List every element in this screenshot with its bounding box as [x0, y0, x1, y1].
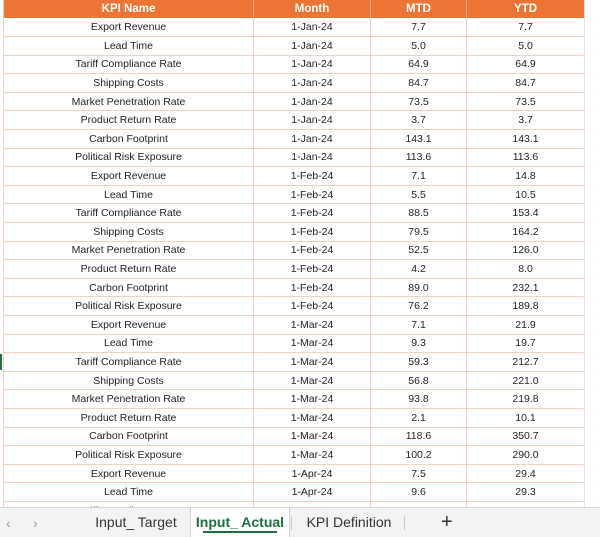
header-row	[4, 0, 585, 18]
tab-separator	[404, 516, 405, 530]
cell-ytd[interactable]: 189.8	[467, 297, 585, 316]
cell-kpi-name[interactable]: Lead Time	[4, 334, 254, 353]
cell-mtd[interactable]: 3.7	[371, 111, 467, 130]
cell-ytd[interactable]: 113.6	[467, 148, 585, 167]
cell-mtd[interactable]: 89.0	[371, 278, 467, 297]
table-row	[4, 204, 585, 223]
table-row	[4, 371, 585, 390]
prev-sheet-icon[interactable]: ‹	[6, 515, 11, 531]
cell-mtd[interactable]: 5.0	[371, 37, 467, 56]
cell-kpi-name[interactable]: Political Risk Exposure	[4, 148, 254, 167]
cell-month[interactable]: 1-Feb-24	[254, 167, 371, 186]
table-row	[4, 316, 585, 335]
cell-ytd[interactable]: 64.9	[467, 55, 585, 74]
cell-kpi-name[interactable]: Shipping Costs	[4, 223, 254, 242]
cell-month[interactable]: 1-Mar-24	[254, 408, 371, 427]
cell-mtd[interactable]: 5.5	[371, 185, 467, 204]
cell-month[interactable]: 1-Mar-24	[254, 427, 371, 446]
cell-ytd[interactable]: 126.0	[467, 241, 585, 260]
cell-ytd[interactable]: 8.0	[467, 260, 585, 279]
cell-kpi-name[interactable]: Export Revenue	[4, 18, 254, 37]
cell-month[interactable]: 1-Mar-24	[254, 446, 371, 465]
column-header-ytd[interactable]: YTD	[467, 0, 585, 18]
cell-month[interactable]: 1-Jan-24	[254, 92, 371, 111]
column-header-mtd[interactable]: MTD	[371, 0, 467, 18]
cell-mtd[interactable]: 4.2	[371, 260, 467, 279]
table-body	[4, 18, 585, 520]
tab-input-actual[interactable]	[190, 508, 290, 537]
cell-kpi-name[interactable]: Product Return Rate	[4, 111, 254, 130]
cell-month[interactable]: 1-Jan-24	[254, 37, 371, 56]
cell-month[interactable]: 1-Apr-24	[254, 483, 371, 502]
cell-mtd[interactable]: 84.7	[371, 74, 467, 93]
cell-ytd[interactable]: 10.5	[467, 185, 585, 204]
kpi-actual-table	[3, 0, 585, 521]
table-row	[4, 223, 585, 242]
cell-mtd[interactable]: 100.2	[371, 446, 467, 465]
row-selection-marker	[0, 354, 2, 370]
tab-label: Input_ Actual	[195, 514, 285, 530]
cell-mtd[interactable]: 64.9	[371, 55, 467, 74]
cell-ytd[interactable]: 29.3	[467, 483, 585, 502]
cell-ytd[interactable]: 219.8	[467, 390, 585, 409]
table-row	[4, 334, 585, 353]
cell-month[interactable]: 1-Mar-24	[254, 371, 371, 390]
cell-month[interactable]: 1-Jan-24	[254, 18, 371, 37]
table-row	[4, 408, 585, 427]
cell-kpi-name[interactable]: Export Revenue	[4, 316, 254, 335]
cell-ytd[interactable]: 164.2	[467, 223, 585, 242]
cell-mtd[interactable]: 79.5	[371, 223, 467, 242]
cell-kpi-name[interactable]: Market Penetration Rate	[4, 92, 254, 111]
table-row	[4, 241, 585, 260]
sheet-tab-bar	[0, 507, 600, 537]
cell-mtd[interactable]: 52.5	[371, 241, 467, 260]
cell-ytd[interactable]: 232.1	[467, 278, 585, 297]
cell-mtd[interactable]: 59.3	[371, 353, 467, 372]
cell-mtd[interactable]: 9.3	[371, 334, 467, 353]
cell-kpi-name[interactable]: Carbon Footprint	[4, 427, 254, 446]
table-row	[4, 390, 585, 409]
cell-month[interactable]: 1-Mar-24	[254, 390, 371, 409]
cell-ytd[interactable]: 84.7	[467, 74, 585, 93]
cell-month[interactable]: 1-Feb-24	[254, 278, 371, 297]
cell-ytd[interactable]: 221.0	[467, 371, 585, 390]
cell-ytd[interactable]: 350.7	[467, 427, 585, 446]
next-sheet-icon[interactable]: ›	[33, 515, 38, 531]
column-header-kpi-name[interactable]: KPI Name	[4, 0, 254, 18]
cell-mtd[interactable]: 7.1	[371, 167, 467, 186]
table-row	[4, 185, 585, 204]
cell-month[interactable]: 1-Jan-24	[254, 111, 371, 130]
table-row	[4, 446, 585, 465]
cell-kpi-name[interactable]: Product Return Rate	[4, 260, 254, 279]
column-header-month[interactable]: Month	[254, 0, 371, 18]
cell-kpi-name[interactable]: Market Penetration Rate	[4, 241, 254, 260]
table-row	[4, 74, 585, 93]
cell-kpi-name[interactable]: Carbon Footprint	[4, 130, 254, 149]
cell-month[interactable]: 1-Feb-24	[254, 297, 371, 316]
cell-month[interactable]: 1-Mar-24	[254, 316, 371, 335]
cell-mtd[interactable]: 9.6	[371, 483, 467, 502]
cell-mtd[interactable]: 7.5	[371, 464, 467, 483]
tab-label: KPI Definition	[306, 514, 392, 530]
table-row	[4, 353, 585, 372]
cell-mtd[interactable]: 73.5	[371, 92, 467, 111]
active-tab-underline	[203, 531, 277, 533]
cell-mtd[interactable]: 76.2	[371, 297, 467, 316]
cell-month[interactable]: 1-Feb-24	[254, 241, 371, 260]
cell-kpi-name[interactable]: Lead Time	[4, 185, 254, 204]
cell-month[interactable]: 1-Jan-24	[254, 130, 371, 149]
cell-month[interactable]: 1-Feb-24	[254, 260, 371, 279]
cell-kpi-name[interactable]: Shipping Costs	[4, 371, 254, 390]
table-row	[4, 37, 585, 56]
cell-ytd[interactable]: 14.8	[467, 167, 585, 186]
table-row	[4, 130, 585, 149]
cell-ytd[interactable]: 7.7	[467, 18, 585, 37]
cell-month[interactable]: 1-Feb-24	[254, 223, 371, 242]
cell-mtd[interactable]: 143.1	[371, 130, 467, 149]
table-row	[4, 18, 585, 37]
cell-kpi-name[interactable]: Export Revenue	[4, 464, 254, 483]
cell-month[interactable]: 1-Jan-24	[254, 55, 371, 74]
tab-label: Input_ Target	[95, 514, 177, 530]
table-row	[4, 111, 585, 130]
cell-kpi-name[interactable]: Tariff Compliance Rate	[4, 55, 254, 74]
cell-ytd[interactable]: 21.9	[467, 316, 585, 335]
cell-kpi-name[interactable]: Carbon Footprint	[4, 278, 254, 297]
cell-mtd[interactable]: 7.7	[371, 18, 467, 37]
cell-kpi-name[interactable]: Tariff Compliance Rate	[4, 353, 254, 372]
cell-mtd[interactable]: 2.1	[371, 408, 467, 427]
cell-ytd[interactable]: 143.1	[467, 130, 585, 149]
cell-kpi-name[interactable]: Shipping Costs	[4, 74, 254, 93]
cell-ytd[interactable]: 73.5	[467, 92, 585, 111]
table-row	[4, 278, 585, 297]
cell-ytd[interactable]: 19.7	[467, 334, 585, 353]
empty-column[interactable]	[584, 0, 600, 507]
table-row	[4, 148, 585, 167]
cell-month[interactable]: 1-Mar-24	[254, 353, 371, 372]
cell-ytd[interactable]: 290.0	[467, 446, 585, 465]
cell-kpi-name[interactable]: Market Penetration Rate	[4, 390, 254, 409]
cell-kpi-name[interactable]: Lead Time	[4, 483, 254, 502]
cell-kpi-name[interactable]: Political Risk Exposure	[4, 446, 254, 465]
cell-month[interactable]: 1-Jan-24	[254, 74, 371, 93]
table-row	[4, 483, 585, 502]
cell-kpi-name[interactable]: Tariff Compliance Rate	[4, 204, 254, 223]
cell-kpi-name[interactable]: Political Risk Exposure	[4, 297, 254, 316]
cell-ytd[interactable]: 153.4	[467, 204, 585, 223]
tab-kpi-definition[interactable]	[296, 508, 402, 537]
cell-mtd[interactable]: 93.8	[371, 390, 467, 409]
cell-ytd[interactable]: 212.7	[467, 353, 585, 372]
cell-mtd[interactable]: 7.1	[371, 316, 467, 335]
cell-mtd[interactable]: 113.6	[371, 148, 467, 167]
cell-ytd[interactable]: 5.0	[467, 37, 585, 56]
cell-mtd[interactable]: 118.6	[371, 427, 467, 446]
cell-kpi-name[interactable]: Lead Time	[4, 37, 254, 56]
table-row	[4, 167, 585, 186]
tab-separator	[291, 516, 292, 530]
table-row	[4, 464, 585, 483]
cell-month[interactable]: 1-Jan-24	[254, 148, 371, 167]
cell-mtd[interactable]: 88.5	[371, 204, 467, 223]
add-sheet-icon[interactable]: +	[441, 511, 453, 533]
cell-ytd[interactable]: 29.4	[467, 464, 585, 483]
cell-kpi-name[interactable]: Export Revenue	[4, 167, 254, 186]
cell-month[interactable]: 1-Feb-24	[254, 204, 371, 223]
tab-input-target[interactable]	[84, 508, 188, 537]
cell-month[interactable]: 1-Mar-24	[254, 334, 371, 353]
cell-ytd[interactable]: 10.1	[467, 408, 585, 427]
table-row	[4, 297, 585, 316]
cell-kpi-name[interactable]: Product Return Rate	[4, 408, 254, 427]
table-row	[4, 92, 585, 111]
table-row	[4, 260, 585, 279]
cell-month[interactable]: 1-Feb-24	[254, 185, 371, 204]
cell-ytd[interactable]: 3.7	[467, 111, 585, 130]
cell-month[interactable]: 1-Apr-24	[254, 464, 371, 483]
table-row	[4, 427, 585, 446]
table-row	[4, 55, 585, 74]
cell-mtd[interactable]: 56.8	[371, 371, 467, 390]
